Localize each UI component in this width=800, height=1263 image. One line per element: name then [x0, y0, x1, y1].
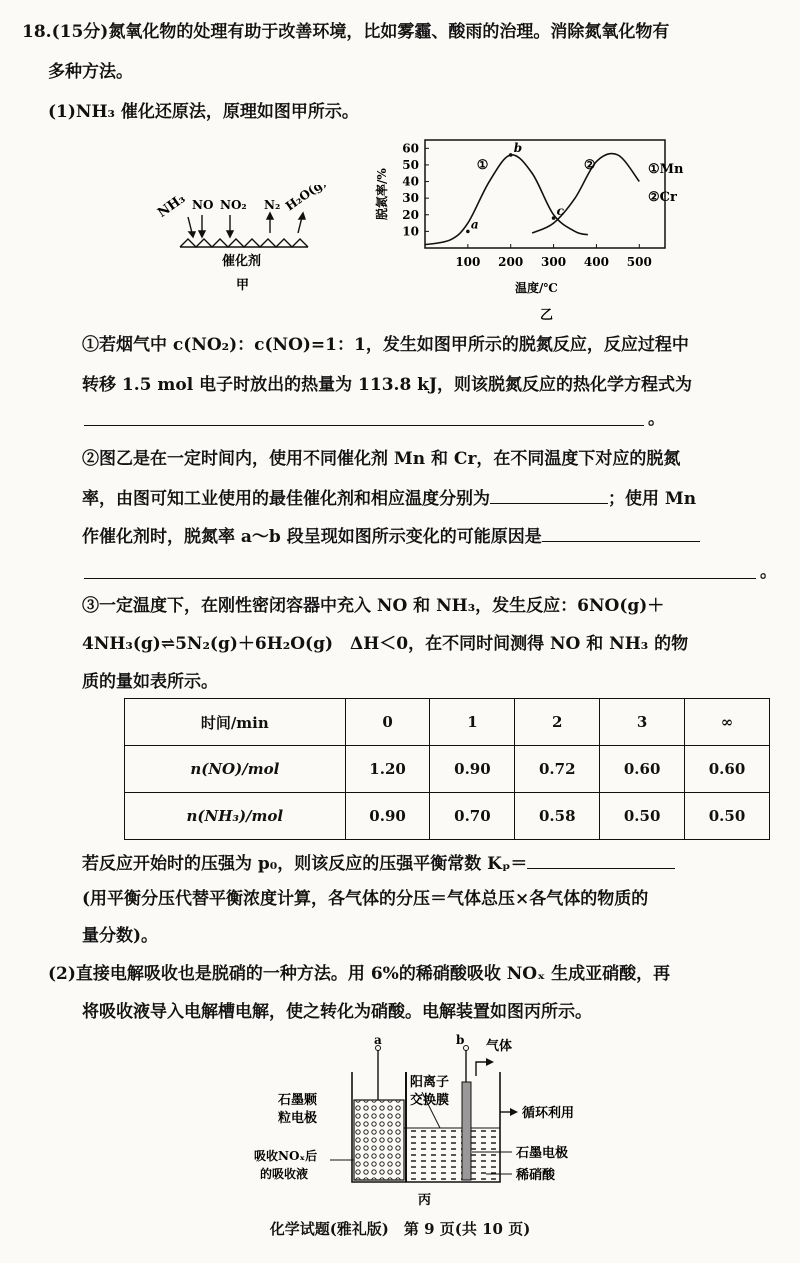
label-acid: 稀硝酸 — [516, 1168, 556, 1183]
table-cell: 0.90 — [345, 793, 430, 840]
table-cell: n(NO)/mol — [125, 746, 346, 793]
y-tick-label: 20 — [402, 207, 419, 222]
legend-cr: ②Cr — [648, 190, 677, 205]
x-tick-label: 500 — [626, 255, 652, 269]
point-c — [552, 216, 556, 220]
q2-line3-text: 作催化剂时，脱氮率 a～b 段呈现如图所示变化的可能原因是 — [82, 527, 542, 547]
label-absorb-1: 吸收NOₓ后 — [254, 1149, 318, 1163]
q4-line1-text: 若反应开始时的压强为 p₀，则该反应的压强平衡常数 Kₚ＝ — [82, 854, 528, 874]
q2-end: 。 — [760, 562, 777, 582]
legend-mn: ①Mn — [648, 162, 684, 177]
q2-blank-catalyst — [490, 485, 608, 504]
electrolysis-diagram — [250, 1032, 610, 1214]
point-label-c: c — [556, 204, 564, 219]
table-header-row — [125, 699, 770, 746]
y-tick-label: 30 — [402, 191, 419, 206]
label-gas: 气体 — [486, 1039, 513, 1054]
q3-line1: ③一定温度下，在刚性密闭容器中充入 NO 和 NH₃，发生反应：6NO(g)＋ — [82, 596, 665, 616]
q2-line2-end: ；使用 Mn — [608, 489, 697, 509]
q1-answer-blank — [84, 425, 644, 426]
label-graphite: 石墨电极 — [516, 1146, 569, 1161]
label-membrane-1: 阳离子 — [410, 1075, 450, 1090]
label-membrane-2: 交换膜 — [410, 1093, 450, 1108]
q4-line3: 量分数)。 — [82, 926, 159, 946]
x-axis-label: 温度/℃ — [515, 281, 558, 295]
table-cell: 0.50 — [685, 793, 770, 840]
table-header-cell: 2 — [515, 699, 600, 746]
y-tick-label: 10 — [402, 224, 419, 239]
reaction-arrows — [188, 213, 305, 237]
x-tick-label: 200 — [498, 255, 524, 269]
q1-line1 — [82, 333, 689, 357]
label-a: a — [374, 1033, 382, 1047]
x-tick-label: 300 — [541, 255, 567, 269]
x-tick-label: 400 — [583, 255, 609, 269]
figure-bing — [250, 1032, 610, 1214]
q1-line2: 转移 1.5 mol 电子时放出的热量为 113.8 kJ，则该脱氮反应的热化学方程式为 — [82, 375, 693, 395]
figure-yi — [370, 135, 730, 325]
label-granule-2: 粒电极 — [278, 1111, 318, 1126]
catalyst-label: 催化剂 — [222, 254, 262, 269]
q3-line3: 质的量如表所示。 — [82, 672, 218, 692]
q4-blank-kp — [527, 850, 675, 869]
part2-line1: (2)直接电解吸收也是脱硝的一种方法。用 6%的稀硝酸吸收 NOₓ 生成亚硝酸，再 — [48, 964, 671, 984]
label-recycle: 循环利用 — [522, 1106, 575, 1121]
figure-jia-caption: 甲 — [236, 278, 250, 293]
part1-title: (1)NH₃ 催化还原法，原理如图甲所示。 — [48, 102, 359, 122]
table-cell: 0.72 — [515, 746, 600, 793]
table-row — [125, 793, 770, 840]
species-h2o: H₂O(g) — [282, 185, 330, 214]
label-absorb-2: 的吸收液 — [260, 1167, 309, 1181]
table-cell: 0.58 — [515, 793, 600, 840]
series-marker-2: ② — [583, 157, 596, 173]
table-cell: 0.60 — [685, 746, 770, 793]
gas-arrow — [486, 1058, 494, 1066]
q2-line3 — [82, 523, 700, 549]
q1-end: 。 — [648, 409, 665, 429]
q4-line1 — [82, 850, 675, 876]
y-tick-label: 40 — [402, 174, 419, 189]
y-axis-label: 脱氮率/% — [375, 168, 389, 220]
table-header-cell: 1 — [430, 699, 515, 746]
part2-line2: 将吸收液导入电解槽电解，使之转化为硝酸。电解装置如图丙所示。 — [82, 1002, 592, 1022]
table-cell: n(NH₃)/mol — [125, 793, 346, 840]
point-label-a: a — [470, 217, 479, 232]
q2-blank-reason-b — [84, 578, 756, 579]
graphite-granule-electrode — [354, 1100, 404, 1180]
point-b — [509, 153, 513, 157]
table-header-cell: 3 — [600, 699, 685, 746]
recycle-arrowhead — [510, 1108, 518, 1116]
q1-line1-text: ①若烟气中 c(NO₂)：c(NO)=1：1，发生如图甲所示的脱氮反应，反应过程中 — [82, 335, 689, 355]
question-intro-line1: 18.(15分)氮氧化物的处理有助于改善环境，比如雾霾、酸雨的治理。消除氮氧化物有 — [22, 22, 670, 42]
q2-line2 — [82, 485, 696, 511]
y-tick-label: 60 — [402, 141, 419, 156]
species-n2: N₂ — [264, 198, 281, 212]
table-cell: 0.60 — [600, 746, 685, 793]
series-marker-1: ① — [476, 157, 489, 173]
table-header-cell: 时间/min — [125, 699, 346, 746]
catalyst-surface — [180, 239, 308, 247]
graphite-electrode — [462, 1082, 471, 1180]
dilute-nitric-acid — [408, 1128, 498, 1180]
q2-line1: ②图乙是在一定时间内，使用不同催化剂 Mn 和 Cr，在不同温度下对应的脱氮 — [82, 449, 681, 469]
species-no: NO — [192, 198, 214, 212]
data-table — [124, 698, 770, 840]
series-line-1 — [425, 155, 588, 245]
species-no2: NO₂ — [220, 198, 247, 212]
q3-line2: 4NH₃(g)⇌5N₂(g)＋6H₂O(g) ΔH＜0，在不同时间测得 NO 和 NH₃ 的物 — [82, 634, 689, 654]
table-cell: 1.20 — [345, 746, 430, 793]
chart-yi — [370, 135, 730, 325]
table-cell: 0.70 — [430, 793, 515, 840]
point-a — [466, 230, 470, 234]
table-header-cell: ∞ — [685, 699, 770, 746]
table-cell: 0.90 — [430, 746, 515, 793]
x-tick-label: 100 — [455, 255, 481, 269]
figure-jia — [150, 185, 330, 295]
label-b: b — [456, 1033, 465, 1047]
table-header-cell: 0 — [345, 699, 430, 746]
page-footer: 化学试题(雅礼版) 第 9 页(共 10 页) — [269, 1220, 531, 1238]
q4-line2: (用平衡分压代替平衡浓度计算，各气体的分压＝气体总压×各气体的物质的 — [82, 889, 649, 909]
table-cell: 0.50 — [600, 793, 685, 840]
table-row — [125, 746, 770, 793]
point-label-b: b — [513, 140, 523, 155]
question-intro-line2: 多种方法。 — [48, 62, 133, 82]
q2-line2-text: 率，由图可知工业使用的最佳催化剂和相应温度分别为 — [82, 489, 490, 509]
y-tick-label: 50 — [402, 157, 419, 172]
figure-jia-diagram — [150, 185, 330, 295]
q2-blank-reason-a — [542, 523, 700, 542]
label-granule-1: 石墨颗 — [278, 1093, 318, 1108]
chart-caption: 乙 — [540, 308, 554, 323]
species-nh3: NH₃ — [155, 191, 189, 221]
figure-bing-caption: 丙 — [418, 1193, 432, 1208]
